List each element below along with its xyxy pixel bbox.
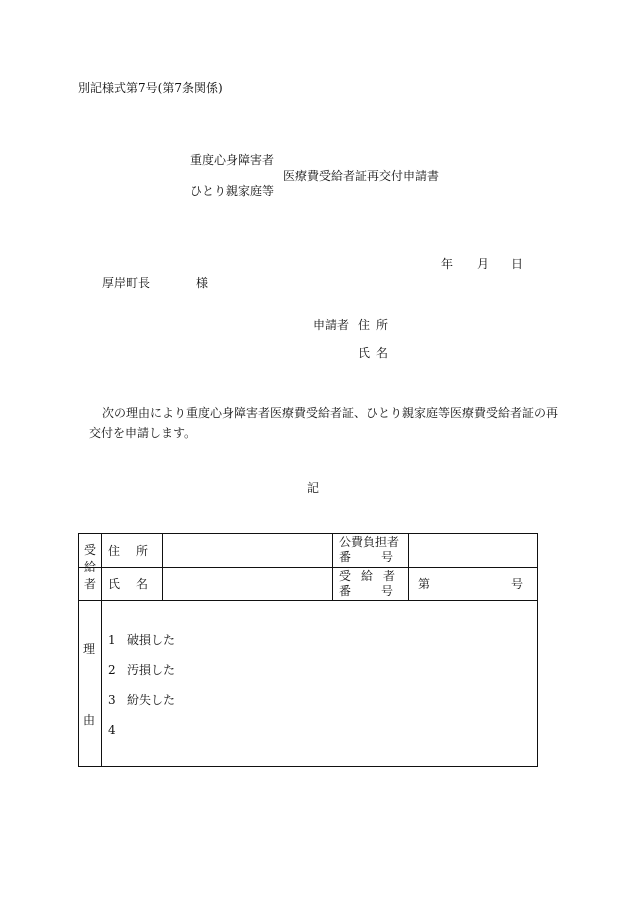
reason-header-char: 由 — [83, 713, 96, 727]
recipient-header-char: 受 — [83, 543, 96, 557]
reason-text: 破損した — [127, 633, 176, 647]
applicant-name-label: 氏名 — [358, 346, 395, 360]
applicant-address-label: 住所 — [358, 318, 395, 332]
recipient-number-label-2: 番号 — [339, 584, 424, 598]
reason-text: 汚損した — [127, 663, 176, 677]
date-day-label: 日 — [511, 257, 524, 271]
ki-heading: 記 — [307, 481, 320, 495]
public-payer-label-1: 公費負担者 — [339, 535, 400, 549]
recipient-header — [83, 544, 97, 595]
reason-text: 紛失した — [127, 693, 176, 707]
number-prefix: 第 — [418, 577, 431, 591]
date-year-label: 年 — [441, 257, 454, 271]
addressee-honorific: 様 — [196, 276, 209, 290]
date-month-label: 月 — [477, 257, 490, 271]
column-divider — [101, 534, 102, 766]
recipient-number-label-1: 受給者 — [339, 569, 406, 583]
application-table — [78, 533, 538, 767]
reason-number: 4 — [108, 723, 116, 737]
reason-number: 1 — [108, 633, 116, 647]
addressee-name: 厚岸町長 — [102, 276, 151, 290]
number-suffix: 号 — [511, 577, 524, 591]
body-text-line-1: 次の理由により重度心身障害者医療費受給者証、ひとり親家庭等医療費受給者証の再 — [102, 406, 559, 420]
public-payer-label-2: 番号 — [339, 550, 424, 564]
address-input[interactable] — [163, 534, 332, 567]
row-divider — [79, 600, 537, 601]
name-input[interactable] — [163, 567, 332, 600]
body-text-line-2: 交付を申請します。 — [89, 426, 197, 440]
column-divider — [332, 534, 333, 600]
reason-number: 2 — [108, 663, 116, 677]
public-payer-number-input[interactable] — [409, 534, 537, 567]
applicant-label: 申請者 — [313, 318, 350, 332]
recipient-header-char: 給 — [83, 560, 96, 574]
title-line-2: ひとり親家庭等 — [190, 184, 275, 198]
reason-header-char: 理 — [83, 642, 96, 656]
title-line-1: 重度心身障害者 — [190, 153, 275, 167]
address-label: 住所 — [108, 544, 165, 558]
name-label: 氏名 — [108, 577, 165, 591]
recipient-header-char: 者 — [83, 577, 96, 591]
form-id: 別記様式第7号(第7条関係) — [78, 81, 223, 95]
document-title: 医療費受給者証再交付申請書 — [283, 169, 440, 183]
reason-number: 3 — [108, 693, 116, 707]
